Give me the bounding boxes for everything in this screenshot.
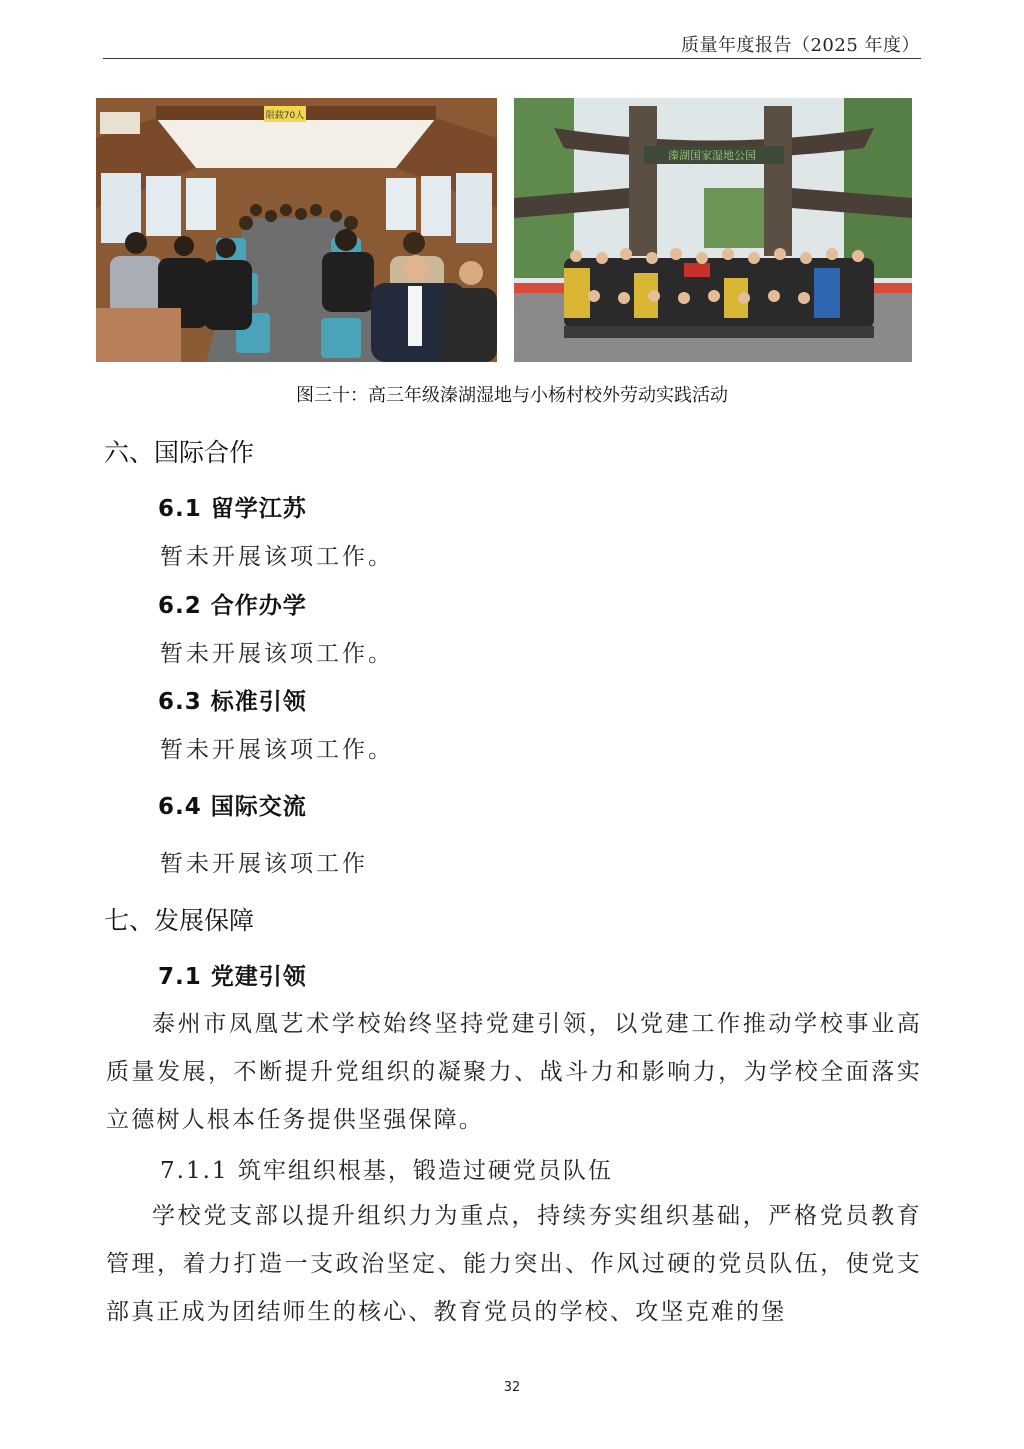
photo-wetland-gate-group: [514, 98, 912, 362]
section-7-title: 七、发展保障: [104, 906, 255, 935]
page-number: 32: [503, 1380, 521, 1395]
text-6-2: 暂未开展该项工作。: [160, 641, 394, 667]
text-6-3: 暂未开展该项工作。: [160, 737, 394, 763]
text-6-1: 暂未开展该项工作。: [160, 544, 394, 570]
section-6-title: 六、国际合作: [104, 438, 255, 467]
heading-6-4: 6.4 国际交流: [158, 794, 307, 820]
boat-capacity-sign: 限载70人: [265, 111, 305, 121]
header-title: 质量年度报告（2025 年度）: [680, 35, 920, 56]
paragraph-7-1-1: 学校党支部以提升组织力为重点，持续夯实组织基础，严格党员教育管理，着力打造一支政治坚定、能力突出、作风过硬的党员队伍，使党支部真正成为团结师生的核心、教育党员的学校、攻坚克难的堡: [106, 1203, 922, 1325]
header-divider: [103, 58, 921, 59]
text-6-4: 暂未开展该项工作: [160, 851, 368, 877]
photo-boat-students: [96, 98, 497, 362]
paragraph-7-1-intro: 泰州市凤凰艺术学校始终坚持党建引领，以党建工作推动学校事业高质量发展，不断提升党组织的凝聚力、战斗力和影响力，为学校全面落实立德树人根本任务提供坚强保障。: [106, 1011, 922, 1133]
heading-7-1: 7.1 党建引领: [158, 964, 307, 990]
heading-7-1-1: 7.1.1 筑牢组织根基，锻造过硬党员队伍: [160, 1158, 613, 1184]
heading-6-1: 6.1 留学江苏: [158, 496, 307, 522]
gate-sign-text: 溱湖国家湿地公园: [668, 149, 756, 162]
heading-6-2: 6.2 合作办学: [158, 593, 307, 619]
figure-caption: 图三十：高三年级溱湖湿地与小杨村校外劳动实践活动: [296, 385, 728, 406]
heading-6-3: 6.3 标准引领: [158, 689, 307, 715]
